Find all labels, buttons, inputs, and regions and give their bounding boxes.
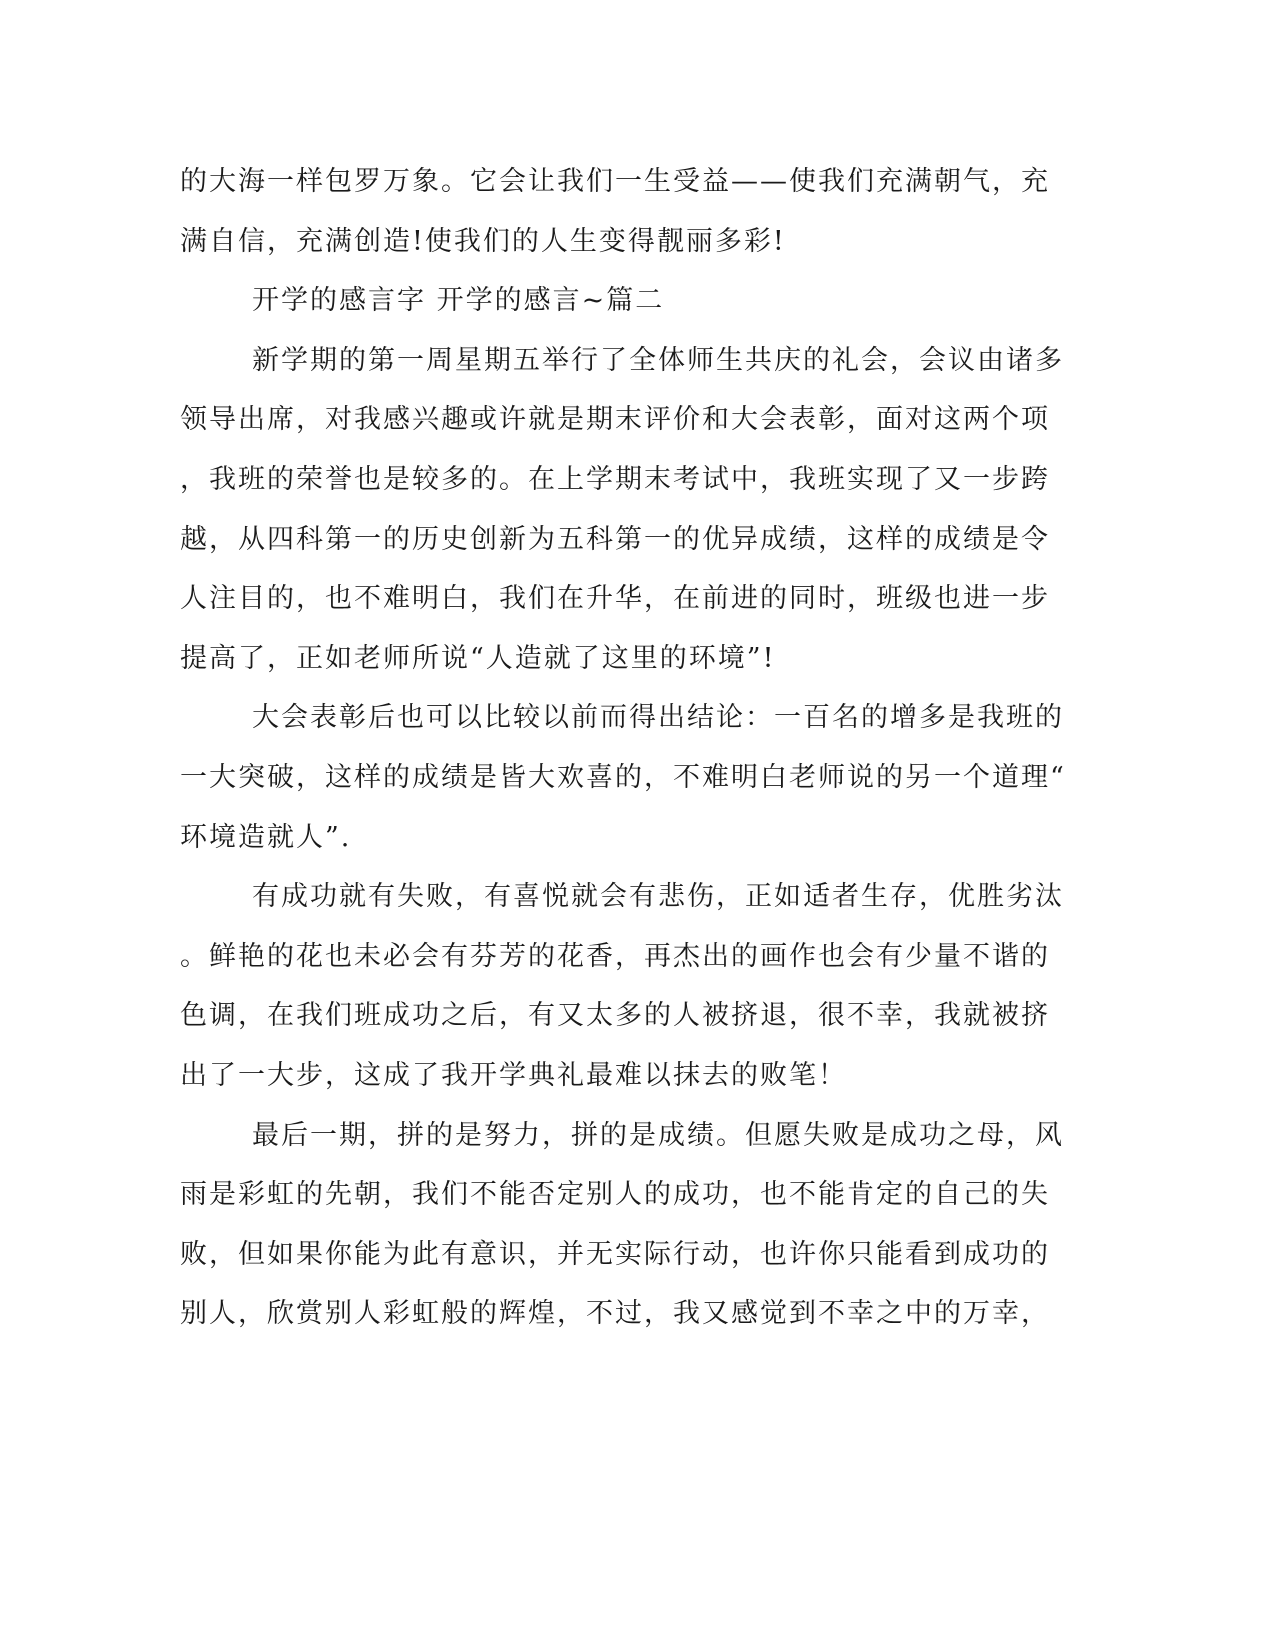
text-line: 越，从四科第一的历史创新为五科第一的优异成绩，这样的成绩是令 [180,523,1050,555]
text-line: 色调，在我们班成功之后，有又太多的人被挤退，很不幸，我就被挤 [180,1000,1050,1032]
text-line: 开学的感言字 开学的感言~篇二 [252,285,665,317]
text-line: 。鲜艳的花也未必会有芬芳的花香，再杰出的画作也会有少量不谐的 [180,940,1050,972]
text-line: 最后一期，拼的是努力，拼的是成绩。但愿失败是成功之母，风 [252,1119,1064,1151]
text-line: 新学期的第一周星期五举行了全体师生共庆的礼会，会议由诸多 [252,344,1064,376]
body-text [180,160,1066,1352]
text-line: 环境造就人”. [180,821,352,853]
text-line: 人注目的，也不难明白，我们在升华，在前进的同时，班级也进一步 [180,583,1050,615]
text-line: 满自信，充满创造!使我们的人生变得靓丽多彩! [180,225,786,257]
text-line: ，我班的荣誉也是较多的。在上学期末考试中，我班实现了又一步跨 [180,463,1050,495]
text-line: 别人，欣赏别人彩虹般的辉煌，不过，我又感觉到不幸之中的万幸， [180,1298,1050,1330]
text-line: 败，但如果你能为此有意识，并无实际行动，也许你只能看到成功的 [180,1238,1050,1270]
text-line: 有成功就有失败，有喜悦就会有悲伤，正如适者生存，优胜劣汰 [252,881,1064,913]
text-line: 的大海一样包罗万象。它会让我们一生受益——使我们充满朝气，充 [180,166,1050,197]
text-line: 领导出席，对我感兴趣或许就是期末评价和大会表彰，面对这两个项 [180,404,1050,436]
text-line: 出了一大步，这成了我开学典礼最难以抹去的败笔！ [180,1059,847,1091]
text-line: 一大突破，这样的成绩是皆大欢喜的，不难明白老师说的另一个道理“ [180,761,1066,793]
text-line: 大会表彰后也可以比较以前而得出结论：一百名的增多是我班的 [252,702,1064,734]
text-line: 提高了，正如老师所说“人造就了这里的环境”! [180,642,776,674]
text-line: 雨是彩虹的先朝，我们不能否定别人的成功，也不能肯定的自己的失 [180,1179,1050,1211]
